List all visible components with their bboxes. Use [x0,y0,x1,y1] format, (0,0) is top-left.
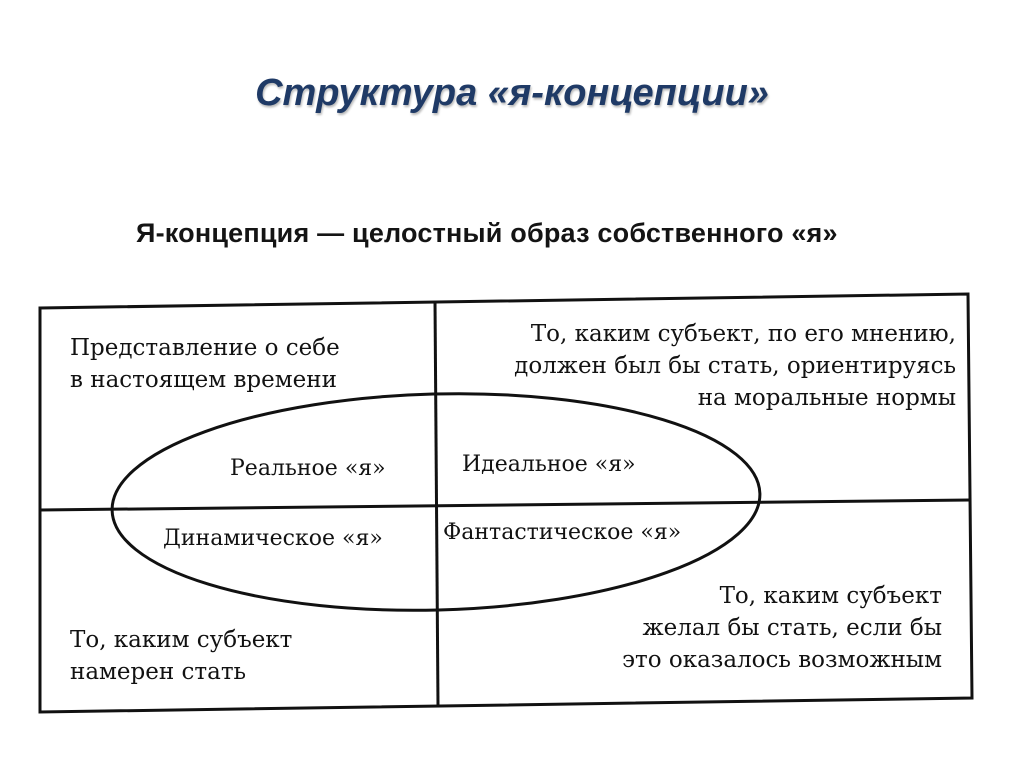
label-real-self: Реальное «я» [230,456,386,481]
quadrant-bottom-right: То, каким субъект желал бы стать, если бы это оказалось возможным [622,583,942,673]
horizontal-divider [40,500,970,510]
label-ideal-self: Идеальное «я» [462,452,636,477]
label-fantastic-self: Фантастическое «я» [443,520,682,545]
concept-definition: Я-концепция — целостный образ собственного «я» [136,218,838,248]
quadrant-top-right: То, каким субъект, по его мнению, должен был бы стать, ориентируясь на моральные нормы [514,321,956,411]
label-dynamic-self: Динамическое «я» [163,526,383,551]
quadrant-bottom-left: То, каким субъект намерен стать [70,627,293,685]
slide-title: Структура «я-концепции» [255,72,769,114]
quadrant-top-left: Представление о себе в настоящем времени [70,335,340,393]
vertical-divider [435,301,438,706]
